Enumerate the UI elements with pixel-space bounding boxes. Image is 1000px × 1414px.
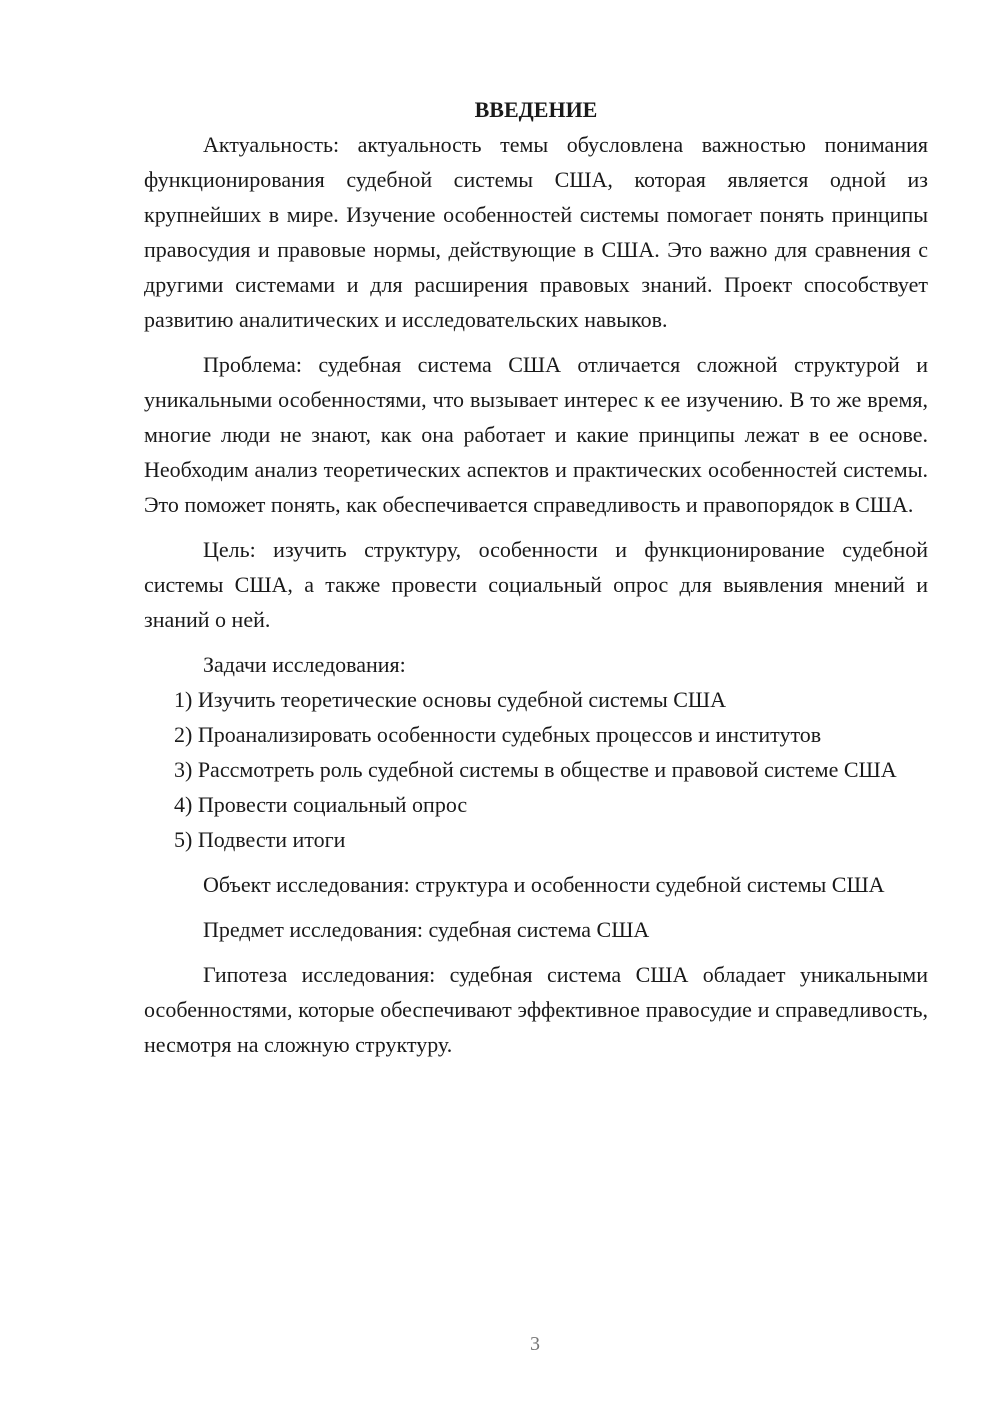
list-item: 1) Изучить теоретические основы судебной системы США [174,687,727,712]
document-page [144,90,928,1062]
subject-paragraph: Предмет исследования: судебная система США [203,917,650,942]
list-item: 2) Проанализировать особенности судебных процессов и институтов [174,722,822,747]
tasks-list [144,682,928,857]
list-item: 5) Подвести итоги [174,827,346,852]
problem-paragraph: Проблема: судебная система США отличается сложной структурой и уникальными особенностями, что вызывает интерес к ее изучению. В то же время, многие люди не знают, как она работает и какие принципы лежат в ее основе. Необходим анализ теоретических аспектов и практических особенностей системы. Это поможет понять, как обеспечивается справедливость и правопорядок в США. [144,352,928,517]
goal-paragraph: Цель: изучить структуру, особенности и функционирование судебной системы США, а также провести социальный опрос для выявления мнений и знаний о ней. [144,537,928,632]
hypothesis-paragraph: Гипотеза исследования: судебная система США обладает уникальными особенностями, которые обеспечивают эффективное правосудие и справедливость, несмотря на сложную структуру. [144,962,928,1057]
page-heading: ВВЕДЕНИЕ [474,97,598,122]
relevance-paragraph: Актуальность: актуальность темы обусловлена важностью понимания функционирования судебной системы США, которая является одной из крупнейших в мире. Изучение особенностей системы помогает понять принципы правосудия и правовые нормы, действующие в США. Это важно для сравнения с другими системами и для расширения правовых знаний. Проект способствует развитию аналитических и исследовательских навыков. [144,132,928,332]
list-item: 3) Рассмотреть роль судебной системы в обществе и правовой системе США [174,757,897,782]
list-item: 4) Провести социальный опрос [174,792,468,817]
object-paragraph: Объект исследования: структура и особенности судебной системы США [203,872,885,897]
tasks-title: Задачи исследования: [203,652,406,677]
page-number: 3 [530,1333,540,1355]
